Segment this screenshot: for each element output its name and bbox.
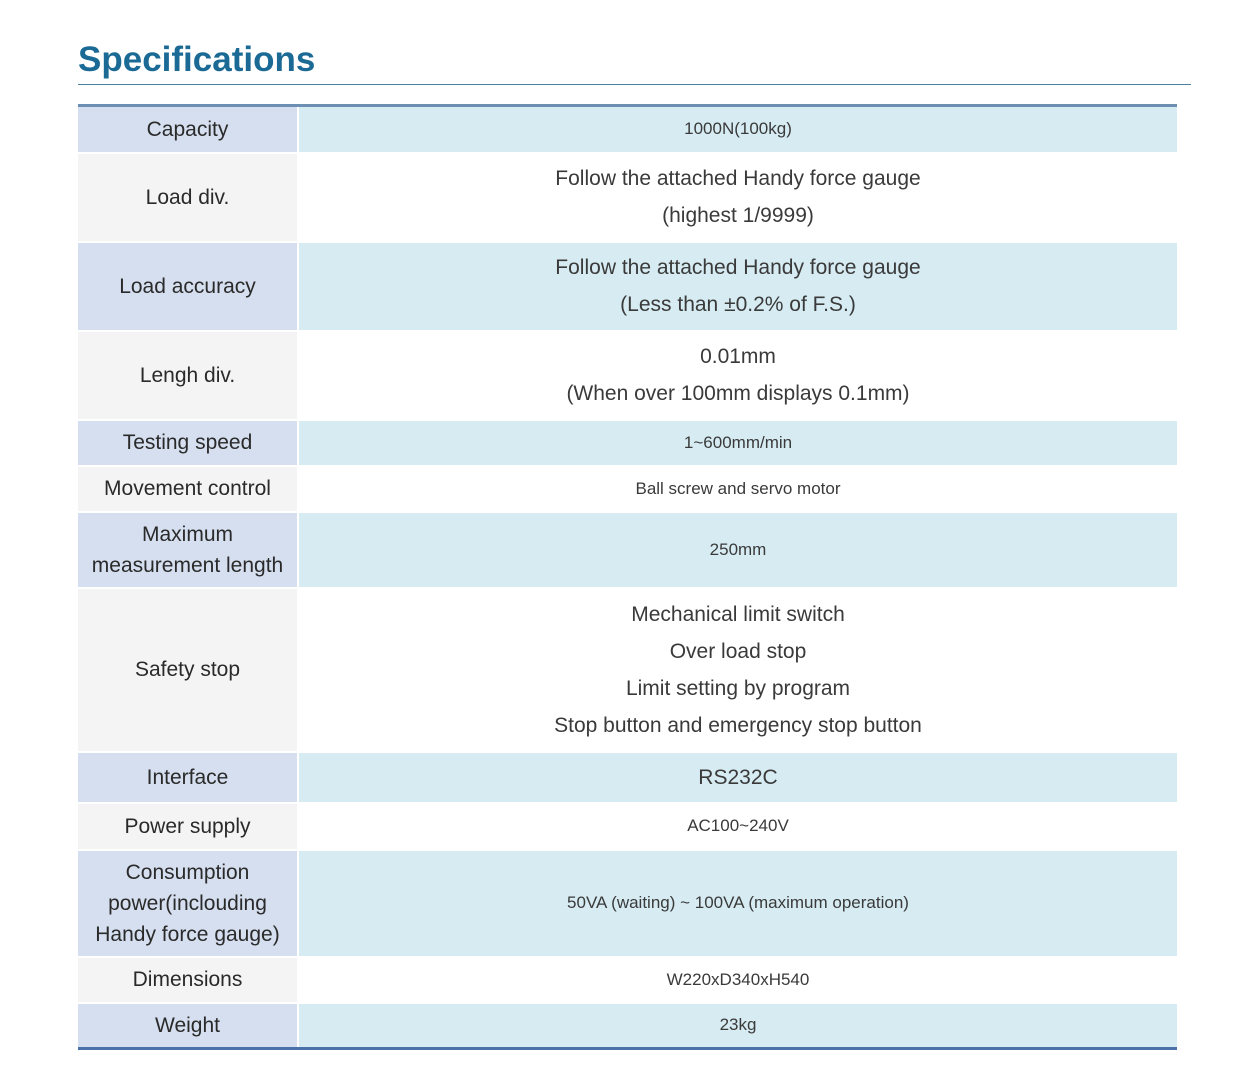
spec-label: Safety stop <box>78 588 298 752</box>
spec-value <box>298 957 1177 1003</box>
spec-value <box>298 803 1177 850</box>
spec-value-line: (When over 100mm displays 0.1mm) <box>566 382 910 405</box>
spec-value-line: Over load stop <box>669 639 807 663</box>
specifications-table <box>78 104 1177 1050</box>
spec-value <box>298 512 1177 588</box>
spec-value <box>298 153 1177 242</box>
spec-value-line: AC100~240V <box>687 816 789 835</box>
spec-value-line: Limit setting by program <box>625 676 851 700</box>
spec-value-line: 250mm <box>709 539 767 559</box>
page-title: Specifications <box>78 40 316 79</box>
spec-row-power-supply <box>78 803 1177 850</box>
spec-value-line: 23kg <box>719 1015 757 1035</box>
spec-row-capacity <box>78 106 1177 153</box>
spec-value <box>298 331 1177 420</box>
spec-label: Load accuracy <box>78 242 298 331</box>
spec-label: Maximum measurement length <box>78 512 298 588</box>
spec-value-line: RS232C <box>698 765 778 789</box>
spec-value <box>298 466 1177 512</box>
title-divider <box>78 84 1191 85</box>
spec-row-testing-speed <box>78 420 1177 466</box>
spec-row-load-accuracy <box>78 242 1177 331</box>
spec-row-dimensions <box>78 957 1177 1003</box>
spec-value-line: Ball screw and servo motor <box>635 478 841 498</box>
spec-row-max-measurement-length <box>78 512 1177 588</box>
spec-value-line: (highest 1/9999) <box>662 204 814 227</box>
spec-value <box>298 588 1177 752</box>
spec-value-line: (Less than ±0.2% of F.S.) <box>620 293 856 316</box>
spec-label: Consumption power(inclouding Handy force gauge) <box>78 850 298 957</box>
spec-label: Capacity <box>78 106 298 153</box>
spec-value-line: Follow the attached Handy force gauge <box>555 167 921 190</box>
spec-row-movement-control <box>78 466 1177 512</box>
spec-row-weight <box>78 1003 1177 1049</box>
spec-value <box>298 420 1177 466</box>
spec-value-line: 1000N(100kg) <box>684 119 792 139</box>
spec-row-load-div <box>78 153 1177 242</box>
spec-label: Power supply <box>78 803 298 850</box>
spec-label: Movement control <box>78 466 298 512</box>
spec-row-safety-stop <box>78 588 1177 752</box>
spec-label: Weight <box>78 1003 298 1049</box>
spec-value-line: W220xD340xH540 <box>666 969 810 989</box>
spec-value <box>298 1003 1177 1049</box>
spec-row-interface <box>78 752 1177 803</box>
spec-row-consumption-power <box>78 850 1177 957</box>
spec-value-line: 0.01mm <box>700 345 776 368</box>
spec-label: Lengh div. <box>78 331 298 420</box>
spec-label: Interface <box>78 752 298 803</box>
spec-value <box>298 106 1177 153</box>
spec-value <box>298 752 1177 803</box>
spec-value-line: Follow the attached Handy force gauge <box>555 256 921 279</box>
spec-value-line: Mechanical limit switch <box>631 602 845 626</box>
spec-value <box>298 850 1177 957</box>
spec-value-line: 50VA (waiting) ~ 100VA (maximum operation) <box>567 893 909 912</box>
spec-value-line: Stop button and emergency stop button <box>554 713 922 737</box>
spec-label: Testing speed <box>78 420 298 466</box>
spec-value <box>298 242 1177 331</box>
spec-label: Load div. <box>78 153 298 242</box>
spec-value-line: 1~600mm/min <box>683 432 793 452</box>
spec-row-length-div <box>78 331 1177 420</box>
spec-label: Dimensions <box>78 957 298 1003</box>
